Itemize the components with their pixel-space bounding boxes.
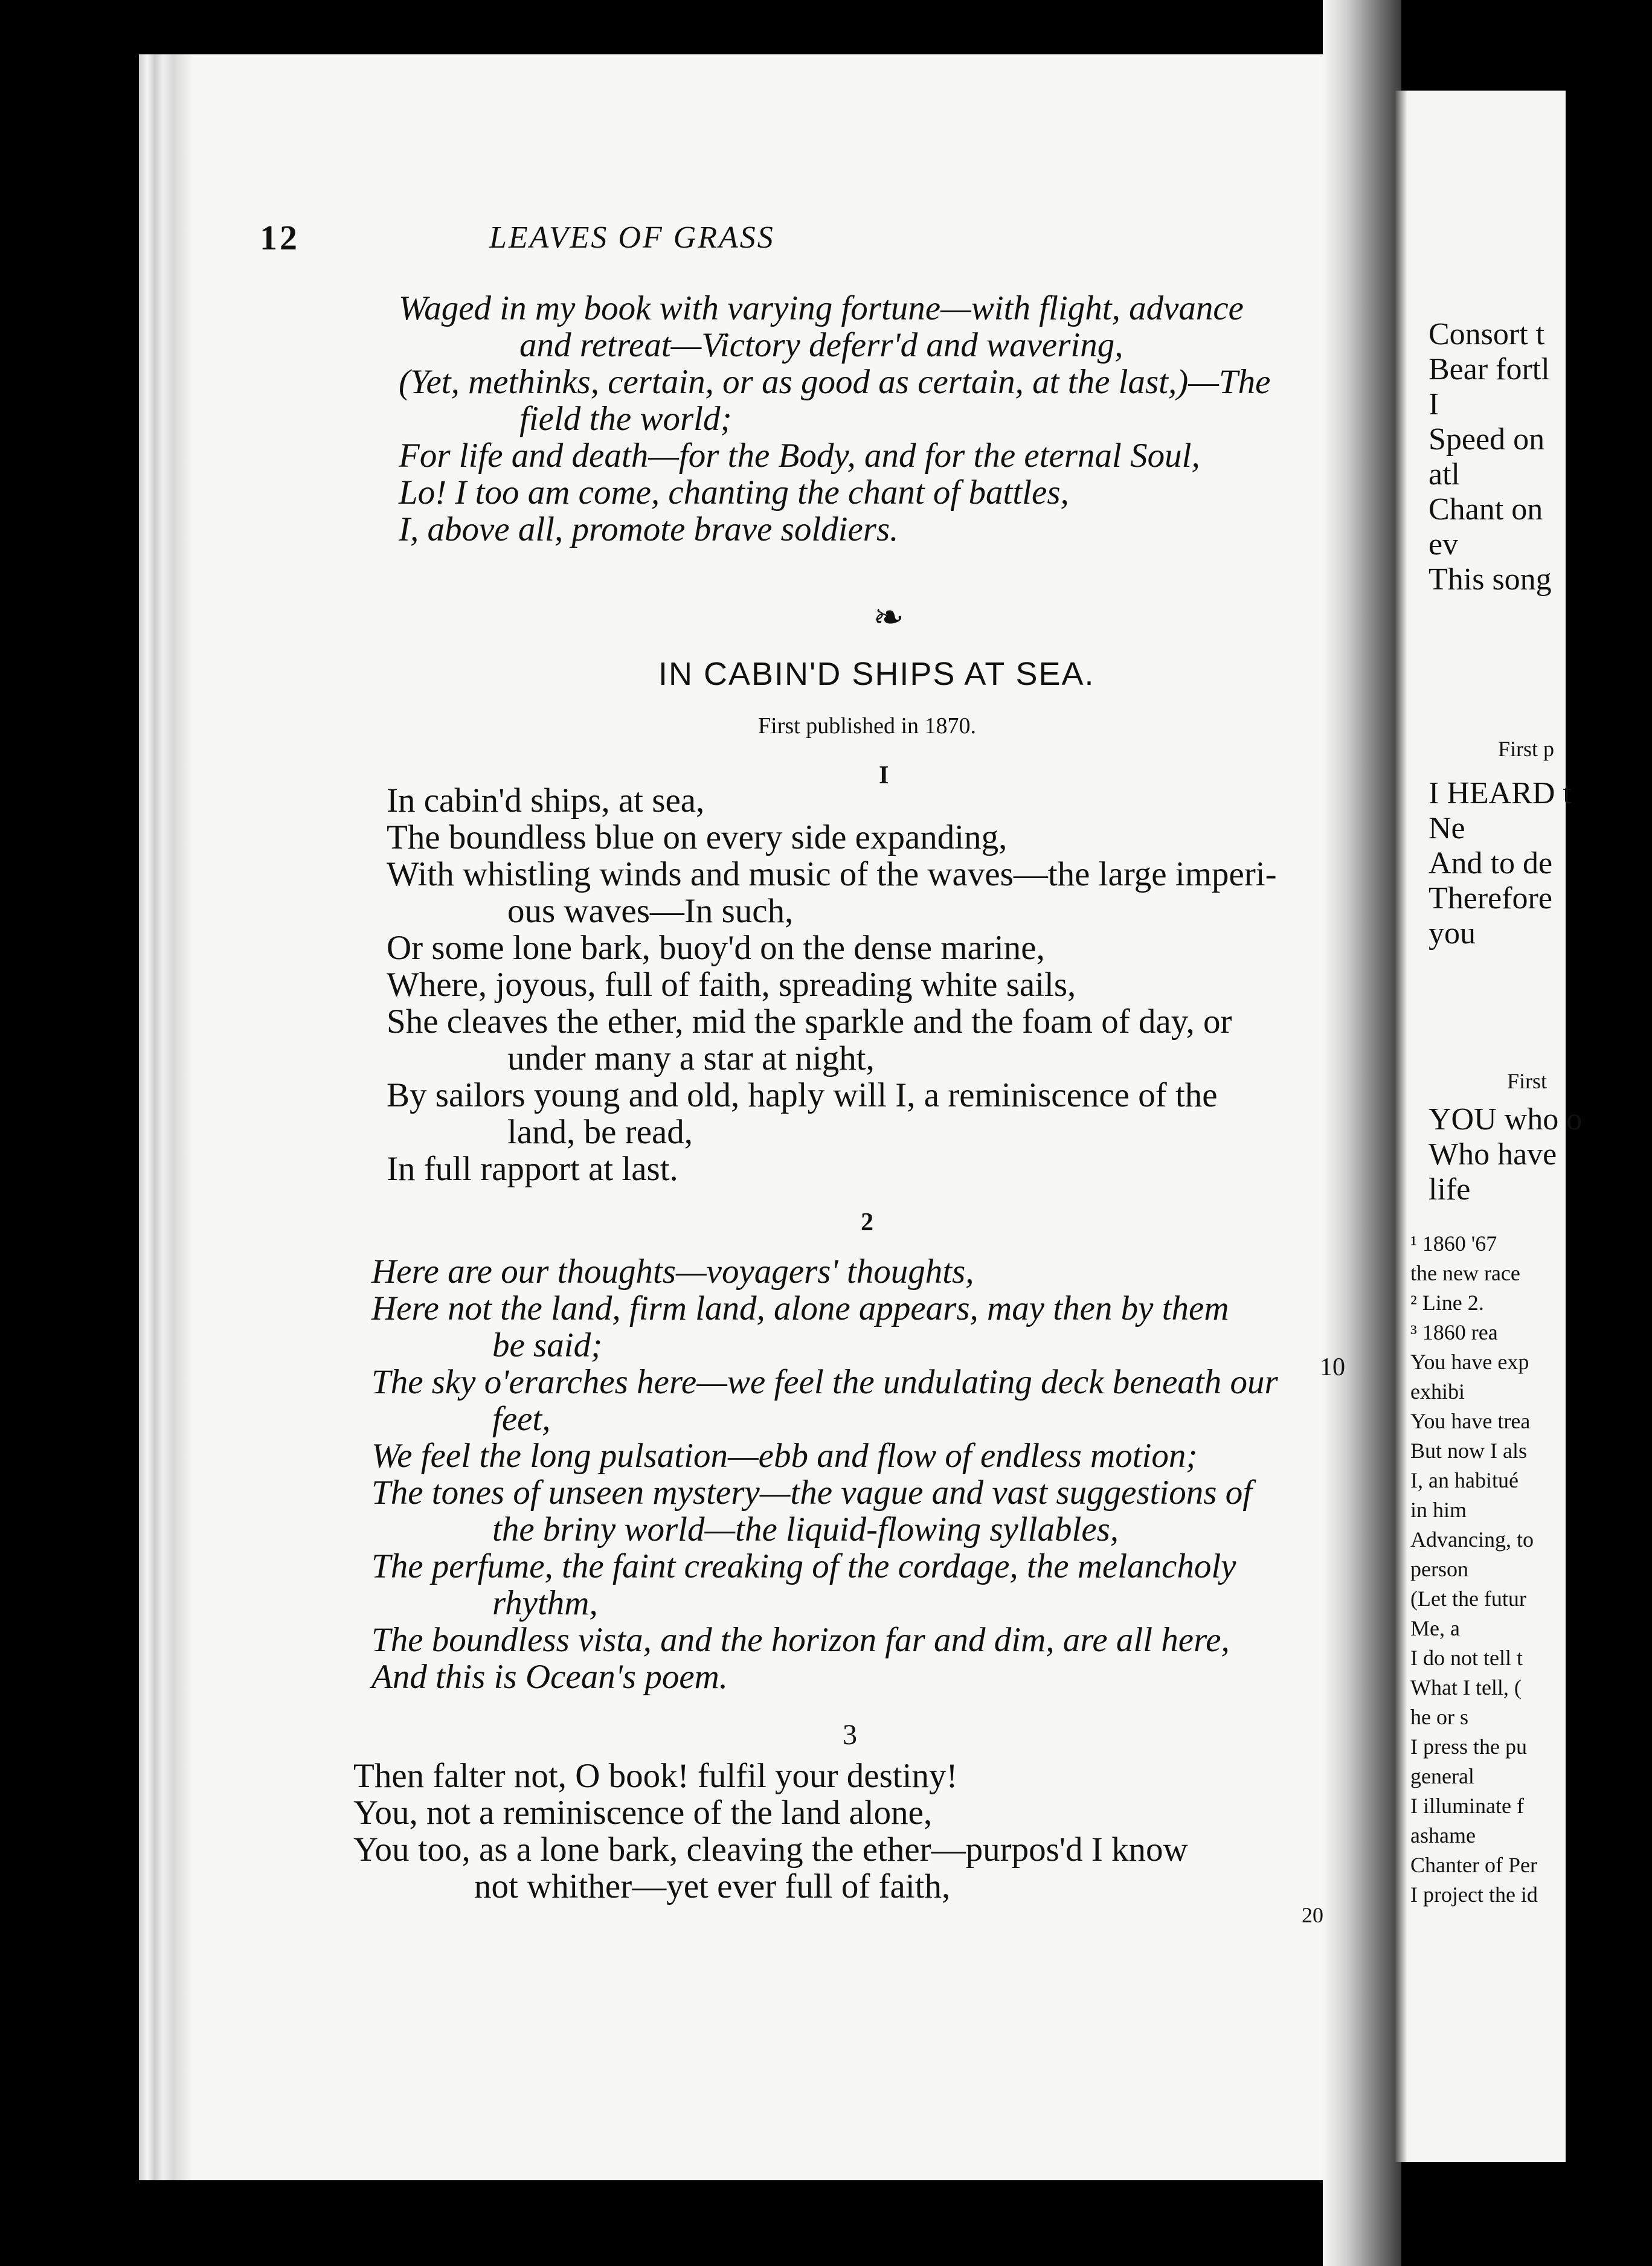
right-page-lines-mid [1429, 776, 1573, 951]
verse-line: In cabin'd ships, at sea, [387, 782, 705, 820]
verse-line: You too, as a lone bark, cleaving the ether—purpos'd I know [353, 1831, 1188, 1869]
verse-line: We feel the long pulsation—ebb and flow of endless motion; [371, 1437, 1198, 1475]
verse-line: The perfume, the faint creaking of the cordage, the melancholy [371, 1547, 1236, 1585]
verse-line: under many a star at night, [507, 1039, 875, 1077]
right-page-line: general [1410, 1764, 1474, 1788]
right-page-line: atl [1429, 457, 1460, 492]
verse-line: I, above all, promote brave soldiers. [399, 510, 899, 548]
right-page-line: ² Line 2. [1410, 1291, 1484, 1315]
verse-line: By sailors young and old, haply will I, a reminiscence of the [387, 1076, 1218, 1114]
right-page-line: And to de [1429, 846, 1553, 881]
verse-line: rhythm, [492, 1584, 598, 1622]
section-number-2: 2 [861, 1208, 873, 1236]
verse-line: The sky o'erarches here—we feel the undulating deck beneath our [371, 1363, 1278, 1401]
right-page-line: Me, a [1410, 1616, 1460, 1640]
section-3-verse [353, 1757, 1380, 1905]
right-page-line: You have exp [1410, 1350, 1529, 1374]
verse-line: the briny world—the liquid-flowing syllables, [492, 1510, 1119, 1549]
right-page-line: person [1410, 1557, 1468, 1581]
right-page-line: I illuminate f [1410, 1794, 1524, 1818]
section-2-verse [371, 1253, 1398, 1695]
right-page-line: I project the id [1410, 1882, 1538, 1907]
verse-line: land, be read, [507, 1113, 693, 1151]
verse-line: ous waves—In such, [507, 892, 794, 930]
verse-line: You, not a reminiscence of the land alone, [353, 1794, 933, 1832]
preceding-stanza [399, 290, 1425, 548]
right-page-line: Chant on [1429, 492, 1543, 527]
publication-note: First published in 1870. [758, 713, 977, 739]
verse-line: The tones of unseen mystery—the vague and vast suggestions of [371, 1474, 1253, 1512]
right-page-line: But now I als [1410, 1439, 1527, 1463]
verse-line: In full rapport at last. [387, 1150, 678, 1188]
verse-line: Lo! I too am come, chanting the chant of battles, [399, 473, 1069, 512]
right-page-line: I [1429, 387, 1439, 422]
page-header [260, 217, 1093, 266]
verse-line: Then falter not, O book! fulfil your destiny! [353, 1757, 958, 1795]
right-page-line: This song [1429, 562, 1552, 597]
verse-line: not whither—yet ever full of faith, [474, 1867, 951, 1905]
right-page-line: I, an habitué [1410, 1468, 1519, 1492]
right-page-line: Therefore [1429, 881, 1552, 916]
right-page-line: Ne [1429, 811, 1465, 846]
line-number-10: 10 [1320, 1353, 1345, 1381]
verse-line: and retreat—Victory deferr'd and wavering, [519, 326, 1123, 364]
right-page-line: exhibi [1410, 1379, 1465, 1404]
verse-line: Here not the land, firm land, alone appears, may then by them [371, 1289, 1229, 1327]
right-page-line: I HEARD t [1429, 776, 1572, 810]
right-page-line: I press the pu [1410, 1735, 1527, 1759]
right-page-notes [1410, 1229, 1555, 1910]
verse-line: Waged in my book with varying fortune—with flight, advance [399, 289, 1244, 327]
section-number-3: 3 [843, 1719, 857, 1751]
right-page-line: Who have [1429, 1137, 1557, 1172]
verse-line: With whistling winds and music of the waves—the large imperi- [387, 855, 1277, 893]
verse-line: For life and death—for the Body, and for the eternal Soul, [399, 437, 1200, 475]
verse-line: feet, [492, 1400, 551, 1438]
right-page-lines-top [1429, 317, 1573, 597]
verse-line: And this is Ocean's poem. [371, 1658, 728, 1696]
right-page-line: life [1429, 1172, 1471, 1207]
right-page-line: Consort t [1429, 317, 1545, 351]
poem-title: IN CABIN'D SHIPS AT SEA. [658, 656, 1095, 692]
right-page-line: he or s [1410, 1705, 1468, 1729]
right-page-line: in him [1410, 1498, 1467, 1522]
verse-line: She cleaves the ether, mid the sparkle and the foam of day, or [387, 1003, 1232, 1041]
right-page-line: (Let the futur [1410, 1587, 1526, 1611]
right-page-first: First [1507, 1069, 1548, 1093]
right-page-line: Speed on [1429, 422, 1545, 457]
page-number: 12 [260, 218, 300, 257]
section-number-1: I [879, 762, 889, 789]
right-page-line: ³ 1860 rea [1410, 1320, 1498, 1344]
running-title: LEAVES OF GRASS [489, 220, 775, 255]
verse-line: (Yet, methinks, certain, or as good as certain, at the last,)—The [399, 363, 1271, 401]
verse-line: The boundless blue on every side expanding, [387, 818, 1008, 856]
right-page-line: ev [1429, 527, 1459, 562]
footer-line-marker: 20 [1302, 1903, 1323, 1927]
right-page-first-p: First p [1498, 737, 1555, 761]
right-page-line: the new race [1410, 1261, 1520, 1285]
right-page-line: Bear fortl [1429, 352, 1550, 387]
right-page-line: YOU who o [1429, 1102, 1583, 1137]
verse-line: The boundless vista, and the horizon far and dim, are all here, [371, 1621, 1230, 1659]
right-page-lines-low [1429, 1102, 1583, 1207]
verse-line: field the world; [519, 400, 732, 438]
fleuron-ornament: ❧ [873, 597, 904, 638]
verse-line: Or some lone bark, buoy'd on the dense marine, [387, 929, 1045, 967]
section-1-verse [387, 782, 1413, 1187]
verse-line: Where, joyous, full of faith, spreading white sails, [387, 966, 1076, 1004]
verse-line: be said; [492, 1326, 603, 1364]
right-page-line: You have trea [1410, 1409, 1531, 1433]
verse-line: Here are our thoughts—voyagers' thoughts, [371, 1253, 974, 1291]
right-page-line: you [1429, 916, 1476, 951]
page-edge-stack [139, 54, 193, 2180]
right-page-line: Chanter of Per [1410, 1853, 1537, 1877]
right-page-line: ashame [1410, 1823, 1476, 1847]
right-page-line: ¹ 1860 '67 [1410, 1231, 1497, 1256]
right-page-line: I do not tell t [1410, 1646, 1523, 1670]
right-page-line: Advancing, to [1410, 1527, 1534, 1552]
right-page-line: What I tell, ( [1410, 1675, 1522, 1700]
